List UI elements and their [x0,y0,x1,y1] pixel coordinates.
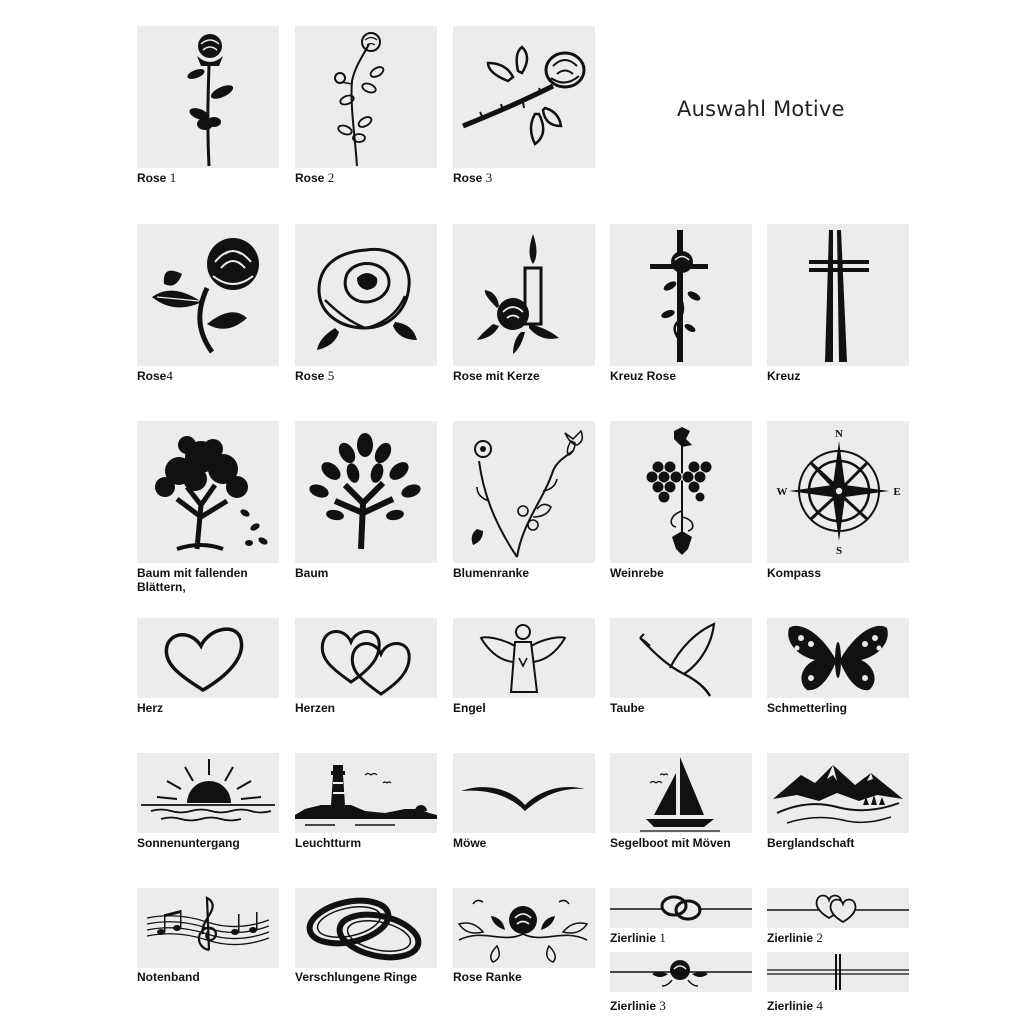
compass-icon [767,421,909,563]
label-baum-fallend: Baum mit fallenden Blättern, [137,566,248,594]
label-notenband: Notenband [137,970,200,984]
motif-engel-tile[interactable] [453,618,595,698]
motif-zierlinie-4-tile[interactable] [767,952,909,992]
label-rose-1: Rose 1 [137,170,177,185]
motif-notenband-tile[interactable] [137,888,279,968]
motif-baum-fallend-tile[interactable] [137,421,279,563]
rose-icon [137,224,279,366]
label-zierlinie-1: Zierlinie 1 [610,930,666,945]
rose-icon [295,224,437,366]
label-segelboot: Segelboot mit Möven [610,836,731,850]
compass-s-label: S [835,545,843,557]
butterfly-icon [767,618,909,698]
rose-icon [137,26,279,168]
label-rose-ranke: Rose Ranke [453,970,522,984]
motif-rose-2-tile[interactable] [295,26,437,168]
motif-rose-3-tile[interactable] [453,26,595,168]
page-title: Auswahl Motive [677,97,845,121]
label-sonnenuntergang: Sonnenuntergang [137,836,240,850]
label-kreuz: Kreuz [767,369,801,383]
label-herzen: Herzen [295,701,336,715]
label-kompass: Kompass [767,566,822,580]
label-moewe: Möwe [453,836,487,850]
motif-rose-kerze-tile[interactable] [453,224,595,366]
motif-berglandschaft-tile[interactable] [767,753,909,833]
seagull-icon [453,753,595,833]
motif-rose-4-tile[interactable] [137,224,279,366]
label-rose-5: Rose 5 [295,368,335,383]
label-zierlinie-3: Zierlinie 3 [610,998,666,1013]
motif-herzen-tile[interactable] [295,618,437,698]
motif-rose-1-tile[interactable] [137,26,279,168]
cross-rose-icon [610,224,752,366]
ornament-rose-icon [610,952,752,992]
motif-baum-tile[interactable] [295,421,437,563]
rose-icon [295,26,437,168]
motif-zierlinie-2-tile[interactable] [767,888,909,928]
tree-icon [295,421,437,563]
label-rose-4: Rose4 [137,368,173,383]
motif-taube-tile[interactable] [610,618,752,698]
label-ringe: Verschlungene Ringe [295,970,418,984]
candle-rose-icon [453,224,595,366]
grape-vine-icon [610,421,752,563]
label-zierlinie-4: Zierlinie 4 [767,998,823,1013]
motif-blumenranke-tile[interactable] [453,421,595,563]
motif-segelboot-tile[interactable] [610,753,752,833]
motif-zierlinie-1-tile[interactable] [610,888,752,928]
ornament-hearts-icon [767,888,909,928]
motif-weinrebe-tile[interactable] [610,421,752,563]
angel-icon [453,618,595,698]
label-leuchtturm: Leuchtturm [295,836,361,850]
label-zierlinie-2: Zierlinie 2 [767,930,823,945]
two-hearts-icon [295,618,437,698]
cross-icon [767,224,909,366]
motif-rose-ranke-tile[interactable] [453,888,595,968]
motif-zierlinie-3-tile[interactable] [610,952,752,992]
label-kreuz-rose: Kreuz Rose [610,369,677,383]
motif-herz-tile[interactable] [137,618,279,698]
compass-n-label: N [835,428,843,440]
rose-vine-icon [453,888,595,968]
label-herz: Herz [137,701,164,715]
ornament-rings-icon [610,888,752,928]
flower-vine-icon [453,421,595,563]
label-rose-3: Rose 3 [453,170,493,185]
heart-icon [137,618,279,698]
sunset-icon [137,753,279,833]
label-baum: Baum [295,566,329,580]
motif-leuchtturm-tile[interactable] [295,753,437,833]
sailboat-icon [610,753,752,833]
motif-kreuz-tile[interactable] [767,224,909,366]
compass-e-label: E [893,486,901,498]
motif-rose-5-tile[interactable] [295,224,437,366]
ornament-cross-icon [767,952,909,992]
lighthouse-icon [295,753,437,833]
motif-kreuz-rose-tile[interactable] [610,224,752,366]
label-blumenranke: Blumenranke [453,566,530,580]
wedding-rings-icon [295,888,437,968]
tree-falling-leaves-icon [137,421,279,563]
motif-moewe-tile[interactable] [453,753,595,833]
motif-sonnenuntergang-tile[interactable] [137,753,279,833]
compass-w-label: W [776,486,788,498]
rose-icon [453,26,595,168]
label-weinrebe: Weinrebe [610,566,664,580]
label-rose-kerze: Rose mit Kerze [453,369,540,383]
label-schmetterling: Schmetterling [767,701,848,715]
dove-icon [610,618,752,698]
motif-ringe-tile[interactable] [295,888,437,968]
label-taube: Taube [610,701,645,715]
mountain-landscape-icon [767,753,909,833]
label-berglandschaft: Berglandschaft [767,836,855,850]
motif-kompass-tile[interactable] [767,421,909,563]
label-engel: Engel [453,701,486,715]
music-staff-icon [137,888,279,968]
label-rose-2: Rose 2 [295,170,335,185]
motif-schmetterling-tile[interactable] [767,618,909,698]
